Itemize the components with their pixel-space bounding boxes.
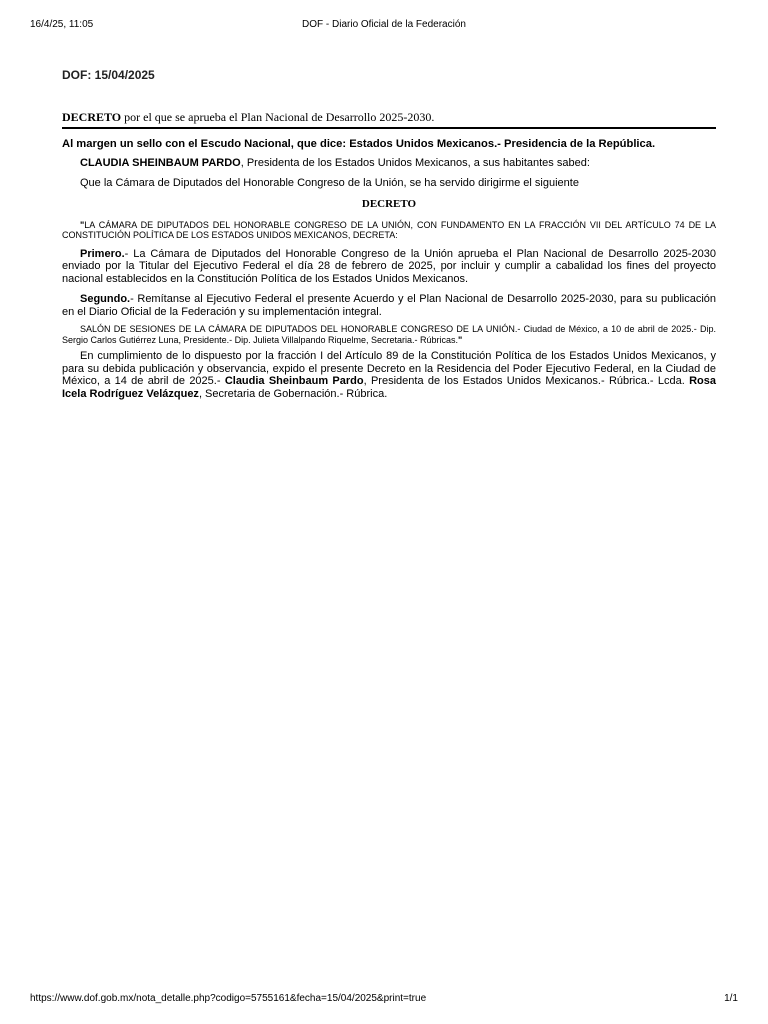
closing-text-c: , Secretaria de Gobernación.- Rúbrica.: [198, 387, 388, 400]
article-segundo: [62, 293, 716, 318]
segundo-label: Segundo.: [80, 293, 131, 305]
intro-paragraph: [62, 157, 716, 170]
president-name: CLAUDIA SHEINBAUM PARDO: [80, 156, 241, 169]
chamber-text: LA CÁMARA DE DIPUTADOS DEL HONORABLE CONGRESO DE LA UNIÓN, CON FUNDAMENTO EN LA FRACCIÓN VII DEL ARTÍCULO 74 DE LA CONSTITUCIÓN POLÍTICA DE LOS ESTADOS UNIDOS MEXICANOS, DECRETA:: [62, 219, 716, 240]
print-header: [30, 19, 738, 33]
intro-rest: , Presidenta de los Estados Unidos Mexicanos, a sus habitantes sabed:: [240, 156, 590, 169]
segundo-text: - Remítanse al Ejecutivo Federal el presente Acuerdo y el Plan Nacional de Desarrollo 2025-2030, para su publicación en el Diario Oficial de la Federación y su implementación integral.: [62, 293, 716, 318]
margin-note: Al margen un sello con el Escudo Nacional, que dice: Estados Unidos Mexicanos.- Presidencia de la República.: [62, 138, 656, 150]
chamber-paragraph: [62, 220, 716, 241]
intro-paragraph-2: Que la Cámara de Diputados del Honorable Congreso de la Unión, se ha servido dirigirme el siguiente: [80, 177, 579, 189]
primero-label: Primero.: [80, 247, 125, 260]
print-page-title: DOF - Diario Oficial de la Federación: [302, 19, 466, 30]
print-footer: [30, 993, 738, 1007]
closing-text-a: En cumplimiento de lo dispuesto por la fracción I del Artículo 89 de la Constitución Política de los Estados Unidos Mexicanos, y para su debida publicación y observancia, expido el presente Decreto en la Residencia del Poder Ejecutivo Federal, en la Ciudad de México, a 14 de abril de 2025.-: [62, 350, 716, 387]
decree-title-rest: por el que se aprueba el Plan Nacional de Desarrollo 2025-2030.: [121, 110, 435, 124]
salon-text: SALÓN DE SESIONES DE LA CÁMARA DE DIPUTADOS DEL HONORABLE CONGRESO DE LA UNIÓN.- Ciudad de México, a 10 de abril de 2025.- Dip. Sergio Carlos Gutiérrez Luna, Presidente.- Dip. Julieta Villalpando Riquelme, Secretaria.- Rúbricas.: [62, 324, 716, 345]
page-url: https://www.dof.gob.mx/nota_detalle.php?codigo=5755161&fecha=15/04/2025&print=true: [30, 993, 427, 1004]
closing-signer-2: Rosa Icela Rodríguez Velázquez: [62, 375, 716, 400]
dof-date: DOF: 15/04/2025: [62, 68, 155, 82]
decree-title: [62, 110, 716, 129]
closing-signer-1: Claudia Sheinbaum Pardo: [224, 375, 364, 387]
quote-close: ": [458, 334, 463, 345]
closing-text-b: , Presidenta de los Estados Unidos Mexicanos.- Rúbrica.- Lcda.: [363, 375, 690, 387]
closing-paragraph: [62, 350, 716, 400]
decreto-heading: DECRETO: [361, 197, 417, 210]
document-body: [62, 68, 716, 400]
salon-paragraph: [62, 324, 716, 345]
decree-title-bold: DECRETO: [62, 110, 122, 124]
print-timestamp: 16/4/25, 11:05: [30, 19, 94, 30]
article-primero: [62, 248, 716, 286]
quote-open: ": [80, 219, 85, 230]
primero-text: - La Cámara de Diputados del Honorable Congreso de la Unión aprueba el Plan Nacional de Desarrollo 2025-2030 enviado por la Titular del Ejecutivo Federal el día 28 de febrero de 2025, por incluir y cumplir a cabalidad los fines del proyecto nacional establecidos en la Constitución Política de los Estados Unidos Mexicanos.: [62, 247, 716, 285]
page-number: 1/1: [724, 993, 738, 1004]
